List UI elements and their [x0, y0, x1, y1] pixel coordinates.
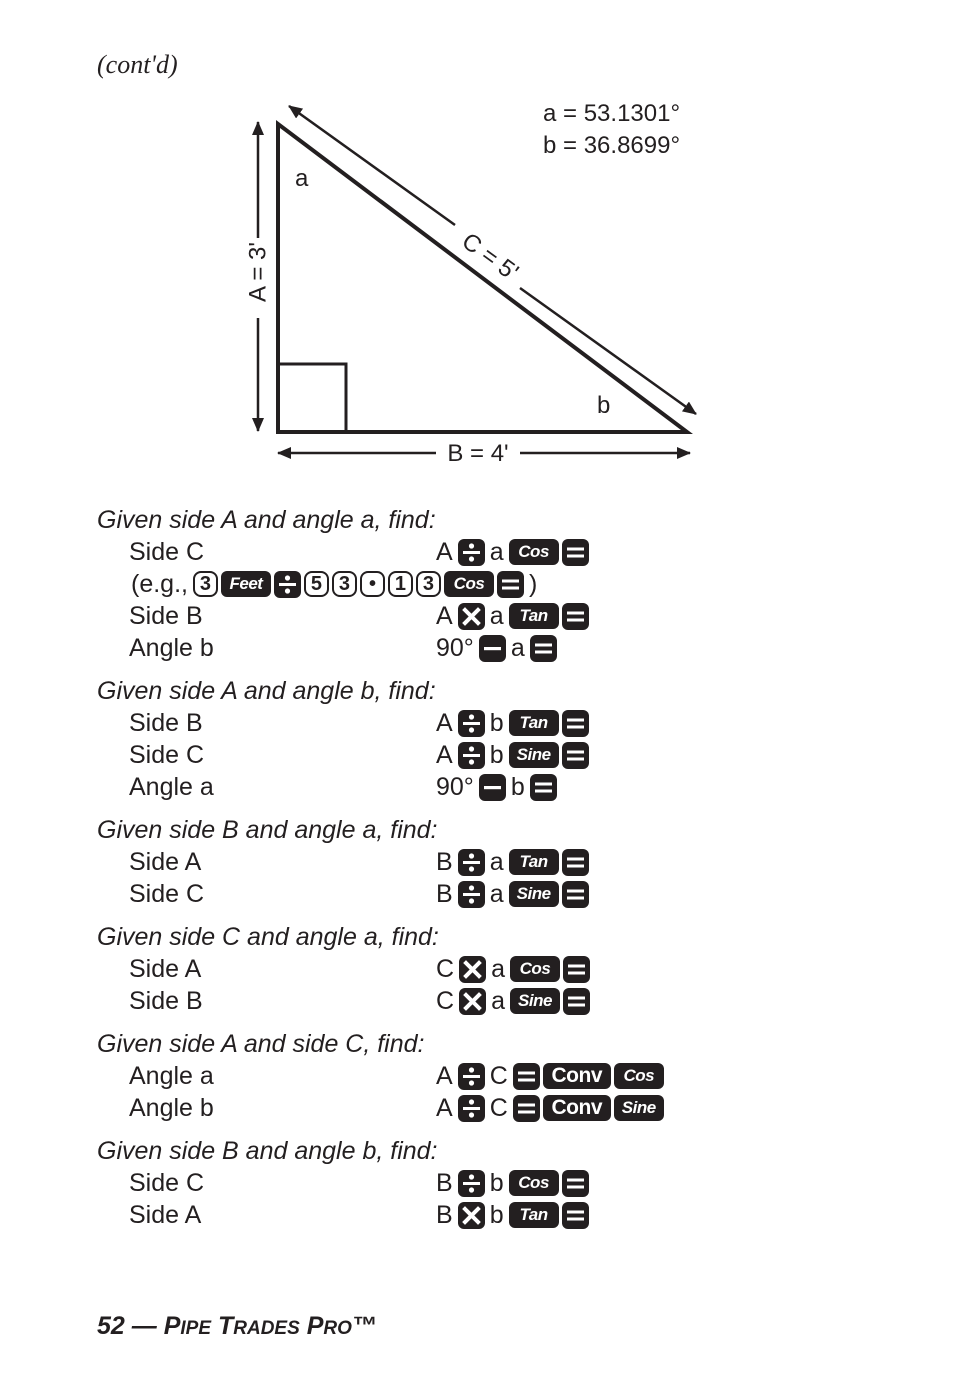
tan-key: Tan: [509, 1202, 559, 1228]
sequence-text: b: [489, 1201, 504, 1229]
section-heading: Given side A and angle b, find:: [97, 677, 436, 705]
row-label: Side A: [129, 848, 202, 876]
instruction-sections: [0, 504, 954, 1242]
number-key: 1: [388, 571, 413, 597]
sequence-text: 90°: [436, 634, 474, 662]
equals-key-icon: [562, 539, 589, 566]
number-key: 5: [304, 571, 329, 597]
row-label: Angle a: [129, 1062, 214, 1090]
sequence-text: b: [510, 773, 525, 801]
row-label: Angle a: [129, 773, 214, 801]
angle-a-label: a: [295, 165, 309, 192]
number-key: 3: [332, 571, 357, 597]
cos-key: Cos: [510, 956, 560, 982]
feet-key: Feet: [221, 571, 271, 597]
sequence-text: a: [489, 602, 504, 630]
equals-key-icon: [562, 742, 589, 769]
example-sequence: [129, 568, 539, 600]
sine-key: Sine: [510, 988, 560, 1014]
section-heading: Given side B and angle a, find:: [97, 816, 438, 844]
cos-key: Cos: [444, 571, 494, 597]
sequence-text: A: [436, 538, 453, 566]
row-label: Side B: [129, 709, 203, 737]
instruction-row: [0, 1060, 954, 1092]
instruction-row: [0, 536, 954, 568]
row-label: Side C: [129, 741, 205, 769]
sequence-text: b: [489, 1169, 504, 1197]
row-label: Angle b: [129, 1094, 214, 1122]
side-c-arrow: [289, 106, 455, 225]
tan-key: Tan: [509, 849, 559, 875]
product-name: PIPE TRADES PRO™: [163, 1312, 377, 1340]
instruction-row: [0, 771, 954, 803]
row-label: Side A: [129, 955, 202, 983]
sequence-text: a: [489, 848, 504, 876]
section-heading: Given side A and side C, find:: [97, 1030, 425, 1058]
instruction-row: [0, 953, 954, 985]
instruction-row: [0, 846, 954, 878]
instruction-row: [0, 878, 954, 910]
equals-key-icon: [562, 1170, 589, 1197]
sine-key: Sine: [614, 1095, 664, 1121]
page-footer: [97, 1312, 377, 1341]
instruction-row: [0, 739, 954, 771]
sequence-text: a: [489, 880, 504, 908]
section-heading: Given side A and angle a, find:: [97, 506, 436, 534]
row-label: Side C: [129, 538, 205, 566]
sequence-text: C: [489, 1062, 508, 1090]
angle-a-value: a = 53.1301°: [543, 100, 681, 127]
divide-key-icon: [458, 539, 485, 566]
instruction-section: [0, 1028, 954, 1124]
equals-key-icon: [562, 603, 589, 630]
right-triangle-diagram: [0, 0, 954, 500]
sequence-text: A: [436, 709, 453, 737]
instruction-row: [0, 1199, 954, 1231]
sequence-text: B: [436, 1201, 453, 1229]
instruction-row: [0, 600, 954, 632]
key-sequence: [434, 632, 557, 664]
sequence-text: B: [436, 880, 453, 908]
sequence-text: A: [436, 1094, 453, 1122]
triangle-outline: [278, 124, 687, 432]
row-label: Side C: [129, 1169, 205, 1197]
key-sequence: [434, 536, 589, 568]
sequence-text: 90°: [436, 773, 474, 801]
divide-key-icon: [458, 881, 485, 908]
key-sequence: [434, 846, 589, 878]
conv-key: Conv: [543, 1095, 611, 1121]
sequence-text: A: [436, 741, 453, 769]
sequence-text: C: [489, 1094, 508, 1122]
divide-key-icon: [458, 849, 485, 876]
sequence-text: C: [436, 955, 455, 983]
key-sequence: [434, 985, 590, 1017]
cos-key: Cos: [509, 1170, 559, 1196]
row-label: Side C: [129, 880, 205, 908]
instruction-row: [0, 1092, 954, 1124]
equals-key-icon: [513, 1095, 540, 1122]
equals-key-icon: [563, 988, 590, 1015]
tan-key: Tan: [509, 710, 559, 736]
instruction-row: [0, 707, 954, 739]
row-label: Angle b: [129, 634, 214, 662]
side-c-label: C = 5': [456, 227, 524, 287]
key-sequence: [434, 707, 589, 739]
number-key: •: [360, 571, 385, 597]
sine-key: Sine: [509, 881, 559, 907]
key-sequence: [434, 1199, 589, 1231]
instruction-row: [0, 1167, 954, 1199]
sequence-text: B: [436, 1169, 453, 1197]
divide-key-icon: [458, 1095, 485, 1122]
instruction-section: [0, 814, 954, 910]
equals-key-icon: [562, 881, 589, 908]
sequence-text: A: [436, 602, 453, 630]
equals-key-icon: [563, 956, 590, 983]
right-angle-marker: [278, 364, 346, 432]
sequence-text: a: [489, 538, 504, 566]
equals-key-icon: [530, 774, 557, 801]
equals-key-icon: [530, 635, 557, 662]
row-label: Side A: [129, 1201, 202, 1229]
equals-key-icon: [562, 710, 589, 737]
section-heading: Given side C and angle a, find:: [97, 923, 439, 951]
divide-key-icon: [458, 742, 485, 769]
sequence-text: (e.g.,: [131, 570, 188, 598]
multiply-key-icon: [459, 988, 486, 1015]
tan-key: Tan: [509, 603, 559, 629]
angle-b-label: b: [597, 392, 611, 419]
divide-key-icon: [458, 1170, 485, 1197]
key-sequence: [434, 771, 557, 803]
key-sequence: [434, 953, 590, 985]
sequence-text: B: [436, 848, 453, 876]
key-sequence: [434, 1060, 664, 1092]
divide-key-icon: [458, 1063, 485, 1090]
angle-b-value: b = 36.8699°: [543, 132, 681, 159]
sine-key: Sine: [509, 742, 559, 768]
side-b-label: B = 4': [447, 440, 509, 467]
instruction-section: [0, 675, 954, 803]
side-a-label: A = 3': [244, 242, 272, 302]
sequence-text: C: [436, 987, 455, 1015]
instruction-section: [0, 1135, 954, 1231]
sequence-text: ): [528, 570, 538, 598]
row-label: Side B: [129, 987, 203, 1015]
key-sequence: [434, 878, 589, 910]
key-sequence: [434, 600, 589, 632]
conv-key: Conv: [543, 1063, 611, 1089]
divide-key-icon: [458, 710, 485, 737]
equals-key-icon: [497, 571, 524, 598]
number-key: 3: [193, 571, 218, 597]
sequence-text: b: [489, 741, 504, 769]
sequence-text: a: [510, 634, 525, 662]
continued-note: (cont'd): [97, 50, 178, 79]
instruction-row: [0, 985, 954, 1017]
key-sequence: [434, 1092, 664, 1124]
sequence-text: b: [489, 709, 504, 737]
sequence-text: a: [491, 955, 505, 983]
equals-key-icon: [513, 1063, 540, 1090]
instruction-section: [0, 921, 954, 1017]
sequence-text: a: [491, 987, 505, 1015]
section-heading: Given side B and angle b, find:: [97, 1137, 438, 1165]
cos-key: Cos: [614, 1063, 664, 1089]
minus-key-icon: [479, 774, 506, 801]
cos-key: Cos: [509, 539, 559, 565]
equals-key-icon: [562, 1202, 589, 1229]
divide-key-icon: [274, 571, 301, 598]
instruction-row: [0, 632, 954, 664]
key-sequence: [434, 1167, 589, 1199]
multiply-key-icon: [458, 603, 485, 630]
minus-key-icon: [479, 635, 506, 662]
multiply-key-icon: [458, 1202, 485, 1229]
sequence-text: A: [436, 1062, 453, 1090]
equals-key-icon: [562, 849, 589, 876]
instruction-section: [0, 504, 954, 664]
example-row: [0, 568, 954, 600]
multiply-key-icon: [459, 956, 486, 983]
number-key: 3: [416, 571, 441, 597]
row-label: Side B: [129, 602, 203, 630]
key-sequence: [434, 739, 589, 771]
page-number: 52 —: [97, 1312, 157, 1340]
